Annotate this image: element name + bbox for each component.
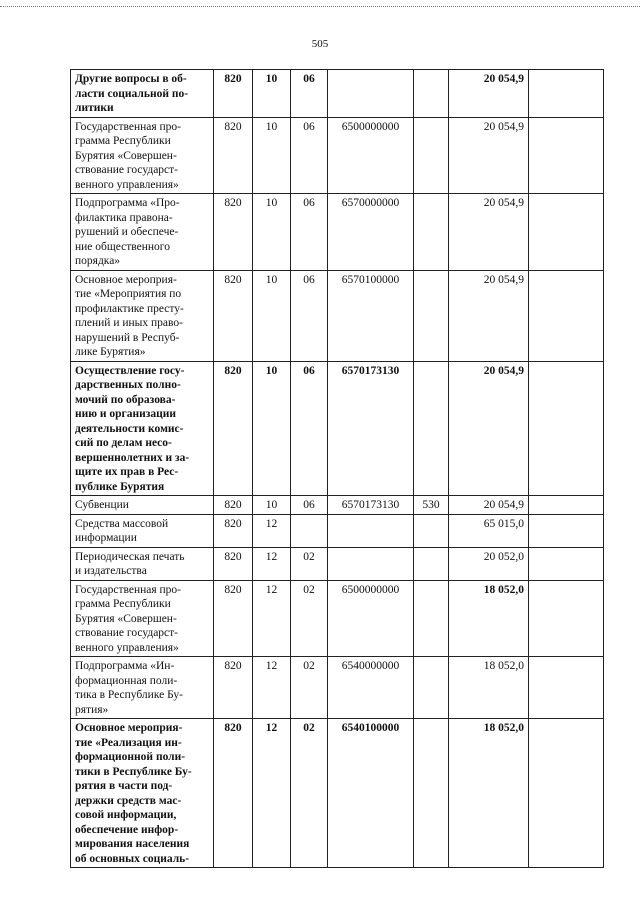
- ministry-code-cell: 820: [214, 496, 253, 515]
- amount-cell: 20 054,9: [449, 117, 529, 194]
- amount-cell: 20 054,9: [449, 70, 529, 118]
- row-name-cell: Периодическая печать и издательства: [71, 547, 214, 580]
- section-code-cell: 10: [253, 361, 291, 496]
- target-article-cell: [328, 547, 414, 580]
- section-code-cell: 10: [253, 270, 291, 361]
- expense-type-cell: [414, 361, 449, 496]
- amount-cell: 18 052,0: [449, 719, 529, 868]
- section-code-cell: 10: [253, 70, 291, 118]
- ministry-code-cell: 820: [214, 70, 253, 118]
- target-article-cell: 6500000000: [328, 580, 414, 657]
- section-code-cell: 12: [253, 547, 291, 580]
- empty-last-column-cell: [529, 361, 604, 496]
- subsection-code-cell: [291, 514, 328, 547]
- target-article-cell: 6570173130: [328, 361, 414, 496]
- page-top-edge: [0, 6, 640, 7]
- empty-last-column-cell: [529, 657, 604, 719]
- empty-last-column-cell: [529, 496, 604, 515]
- subsection-code-cell: 02: [291, 580, 328, 657]
- expense-type-cell: [414, 657, 449, 719]
- subsection-code-cell: 06: [291, 270, 328, 361]
- target-article-cell: 6570100000: [328, 270, 414, 361]
- section-code-cell: 12: [253, 514, 291, 547]
- target-article-cell: 6540100000: [328, 719, 414, 868]
- ministry-code-cell: 820: [214, 657, 253, 719]
- table-row: [71, 580, 604, 657]
- expense-type-cell: [414, 270, 449, 361]
- row-name-cell: Субвенции: [71, 496, 214, 515]
- expense-type-cell: [414, 514, 449, 547]
- subsection-code-cell: 02: [291, 719, 328, 868]
- row-name-cell: Подпрограмма «Ин- формационная поли- тика в Республике Бу- рятия»: [71, 657, 214, 719]
- empty-last-column-cell: [529, 194, 604, 271]
- table-row: [71, 194, 604, 271]
- ministry-code-cell: 820: [214, 194, 253, 271]
- table-row: [71, 496, 604, 515]
- empty-last-column-cell: [529, 580, 604, 657]
- target-article-cell: 6500000000: [328, 117, 414, 194]
- subsection-code-cell: 06: [291, 117, 328, 194]
- expense-type-cell: 530: [414, 496, 449, 515]
- expense-type-cell: [414, 194, 449, 271]
- target-article-cell: 6570000000: [328, 194, 414, 271]
- row-name-cell: Осуществление госу- дарственных полно- мочий по образова- нию и организации деятельности комис- сий по делам несо- вершеннолетних и за- щите их прав в Рес- публике Бурятия: [71, 361, 214, 496]
- row-name-cell: Другие вопросы в об- ласти социальной по- литики: [71, 70, 214, 118]
- subsection-code-cell: 02: [291, 547, 328, 580]
- empty-last-column-cell: [529, 547, 604, 580]
- expense-type-cell: [414, 70, 449, 118]
- target-article-cell: 6570173130: [328, 496, 414, 515]
- ministry-code-cell: 820: [214, 580, 253, 657]
- target-article-cell: 6540000000: [328, 657, 414, 719]
- table-row: [71, 547, 604, 580]
- empty-last-column-cell: [529, 514, 604, 547]
- expense-type-cell: [414, 117, 449, 194]
- table-row: [71, 514, 604, 547]
- amount-cell: 20 054,9: [449, 270, 529, 361]
- table-row: [71, 117, 604, 194]
- table-row: [71, 70, 604, 118]
- section-code-cell: 12: [253, 657, 291, 719]
- amount-cell: 20 052,0: [449, 547, 529, 580]
- subsection-code-cell: 06: [291, 496, 328, 515]
- table-row: [71, 657, 604, 719]
- row-name-cell: Основное мероприя- тие «Реализация ин- формационной поли- тики в Республике Бу- рятия в части под- держки средств мас- совой информации, обеспечение инфор- мирования населения об основных социаль-: [71, 719, 214, 868]
- budget-table: [70, 69, 604, 868]
- subsection-code-cell: 06: [291, 361, 328, 496]
- ministry-code-cell: 820: [214, 547, 253, 580]
- section-code-cell: 10: [253, 117, 291, 194]
- table-row: [71, 719, 604, 868]
- subsection-code-cell: 06: [291, 194, 328, 271]
- row-name-cell: Государственная про- грамма Республики Бурятия «Совершен- ствование государст- венного управления»: [71, 580, 214, 657]
- page-number: 505: [311, 38, 329, 50]
- section-code-cell: 10: [253, 496, 291, 515]
- amount-cell: 18 052,0: [449, 580, 529, 657]
- ministry-code-cell: 820: [214, 719, 253, 868]
- amount-cell: 65 015,0: [449, 514, 529, 547]
- ministry-code-cell: 820: [214, 361, 253, 496]
- empty-last-column-cell: [529, 117, 604, 194]
- target-article-cell: [328, 514, 414, 547]
- row-name-cell: Подпрограмма «Про- филактика правона- рушений и обеспече- ние общественного порядка»: [71, 194, 214, 271]
- ministry-code-cell: 820: [214, 117, 253, 194]
- expense-type-cell: [414, 547, 449, 580]
- subsection-code-cell: 02: [291, 657, 328, 719]
- table-row: [71, 361, 604, 496]
- amount-cell: 18 052,0: [449, 657, 529, 719]
- expense-type-cell: [414, 580, 449, 657]
- expense-type-cell: [414, 719, 449, 868]
- amount-cell: 20 054,9: [449, 361, 529, 496]
- empty-last-column-cell: [529, 270, 604, 361]
- row-name-cell: Государственная про- грамма Республики Бурятия «Совершен- ствование государст- венного управления»: [71, 117, 214, 194]
- row-name-cell: Основное мероприя- тие «Мероприятия по профилактике престу- плений и иных право- нарушений в Респуб- лике Бурятия»: [71, 270, 214, 361]
- row-name-cell: Средства массовой информации: [71, 514, 214, 547]
- ministry-code-cell: 820: [214, 270, 253, 361]
- section-code-cell: 12: [253, 719, 291, 868]
- section-code-cell: 12: [253, 580, 291, 657]
- amount-cell: 20 054,9: [449, 496, 529, 515]
- ministry-code-cell: 820: [214, 514, 253, 547]
- section-code-cell: 10: [253, 194, 291, 271]
- budget-table-body: [71, 70, 604, 868]
- empty-last-column-cell: [529, 70, 604, 118]
- amount-cell: 20 054,9: [449, 194, 529, 271]
- empty-last-column-cell: [529, 719, 604, 868]
- target-article-cell: [328, 70, 414, 118]
- table-row: [71, 270, 604, 361]
- subsection-code-cell: 06: [291, 70, 328, 118]
